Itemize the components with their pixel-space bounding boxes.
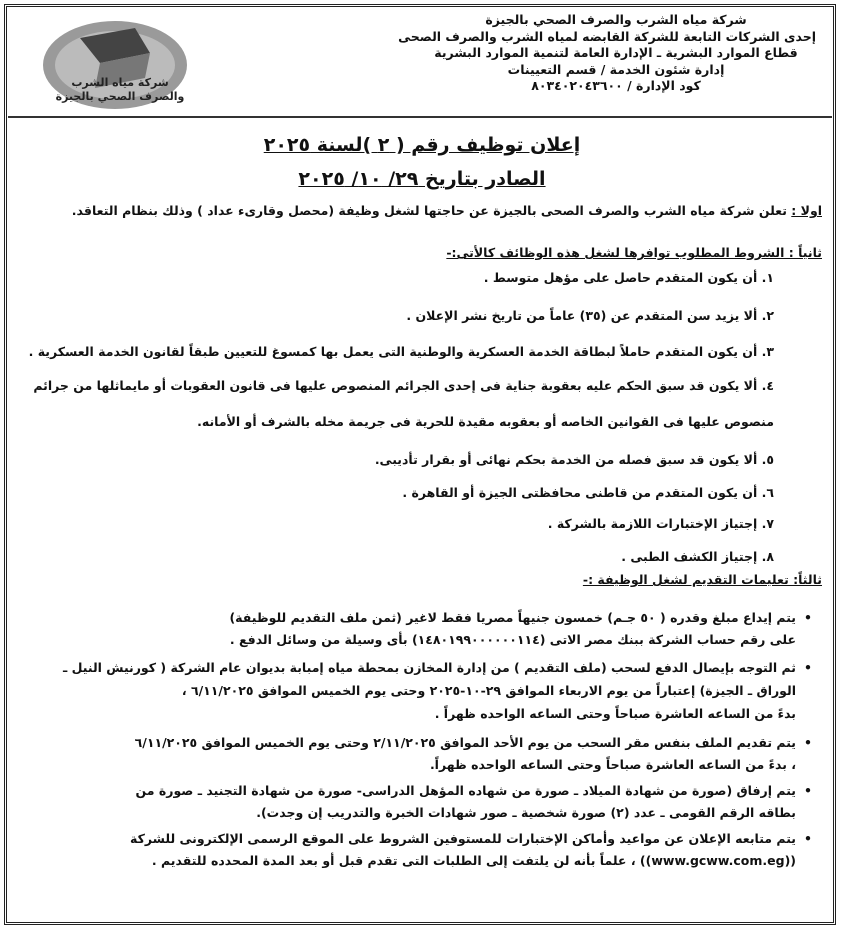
department-code: كود الإدارة / ٨٠٣٤٠٢٠٤٣٦٠٠ (531, 78, 701, 93)
condition-7: ٧. إجتياز الإختبارات اللازمة بالشركة . (547, 516, 774, 531)
instruction-collect-3: بدءً من الساعه العاشرة صباحاً وحتى الساعه الواحده ظهراً . (434, 706, 796, 721)
condition-6: ٦. أن يكون المتقدم من قاطنى محافظتى الجيزة أو القاهرة . (402, 485, 774, 500)
instruction-fee-1: • يتم إيداع مبلغ وقدره ( ٥٠ جـم) خمسون جنيهاً مصريا فقط لاغير (ثمن ملف التقديم للوظيفة) (16, 610, 796, 625)
instruction-follow-1: • يتم متابعه الإعلان عن مواعيد وأماكن الإختبارات للمستوفين الشروط على الموقع الرسمى الإلكترونى للشركة (16, 831, 796, 846)
instruction-fee-2: على رقم حساب الشركة ببنك مصر الاتى (١٤٨٠١٩٩٠٠٠٠٠٠١١٤) بأى وسيلة من وسائل الدفع . (229, 632, 796, 647)
logo-text-1: شركة مياه الشرب (71, 76, 169, 89)
condition-4: ٤. ألا يكون قد سبق الحكم عليه بعقوبة جناية فى إحدى الجرائم المنصوص عليها فى قانون العقوبات أو مايماثلها من جرائم (33, 378, 774, 393)
condition-8: ٨. إجتياز الكشف الطبى . (621, 549, 774, 564)
logo-text-2: والصرف الصحي بالجيزة (55, 90, 185, 103)
condition-1: ١. أن يكون المتقدم حاصل على مؤهل متوسط . (483, 270, 774, 285)
condition-2: ٢. ألا يزيد سن المتقدم عن (٣٥) عاماً من تاريخ نشر الإعلان . (406, 308, 774, 323)
instruction-submit-2: ، بدءً من الساعه العاشرة صباحاً وحتى الساعه الواحده ظهراً. (429, 757, 796, 772)
letterhead (398, 12, 816, 95)
instruction-collect-1: • ثم التوجه بإيصال الدفع لسحب (ملف التقديم ) من إدارة المخازن بمحطة مياه إمبابة بديوان عام الشركة ( كورنيش النيل ـ (16, 660, 796, 675)
instruction-attach-1: • يتم إرفاق (صورة من شهادة الميلاد ـ صورة من شهاده المؤهل الدراسى- صورة من شهادة التجنيد ـ صورة من (16, 783, 796, 798)
first-label: اولا : (791, 203, 822, 218)
condition-3: ٣. أن يكون المتقدم حاملاً لبطاقة الخدمة العسكرية والوطنية التى يعمل بها كمسوغ للتعيين طبقاً لقانون الخدمة العسكرية . (28, 344, 774, 359)
holding-line: إحدى الشركات التابعة للشركة القابضه لمياه الشرب والصرف الصحى (398, 28, 816, 44)
header-divider (8, 116, 832, 118)
sector-line: قطاع الموارد البشرية ـ الإدارة العامة لتنمية الموارد البشرية (434, 45, 798, 60)
instructions-heading: ثالثاً: تعليمات التقديم لشغل الوظيفة :- (582, 572, 822, 587)
instruction-submit-1: • يتم تقديم الملف بنفس مقر السحب من يوم الأحد الموافق ٢/١١/٢٠٢٥ وحتى يوم الخميس الموافق ٦/١١/٢٠٢٥ (16, 735, 796, 750)
announcement-title: إعلان توظيف رقم ( ٢ )لسنة ٢٠٢٥ (263, 134, 581, 156)
condition-5: ٥. ألا يكون قد سبق فصله من الخدمة بحكم نهائى أو بقرار تأديبى. (374, 452, 774, 467)
instruction-attach-2: بطاقه الرقم القومى ـ عدد (٢) صورة شخصية ـ صور شهادات الخبرة والتدريب إن وجدت). (256, 805, 796, 820)
instruction-collect-2: الوراق ـ الجيزة) إعتباراً من يوم الاربعاء الموافق ٢٩-١٠-٢٠٢٥ وحتى يوم الخميس الموافق ٦/١١/٢٠٢٥ ، (181, 683, 796, 698)
first-section (72, 203, 822, 218)
first-text: تعلن شركة مياه الشرب والصرف الصحى بالجيزة عن حاجتها لشغل وظيفة (محصل وقارىء عداد ) وذلك بنظام التعاقد. (71, 203, 792, 218)
department-line: إدارة شئون الخدمة / قسم التعيينات (507, 61, 725, 77)
conditions-heading: ثانياً : الشروط المطلوب توافرها لشغل هذه الوظائف كالأتى:- (446, 245, 822, 260)
company-logo (40, 18, 190, 113)
condition-4-cont: منصوص عليها فى القوانين الخاصه أو بعقوبه مقيدة للحرية فى جريمة مخله بالشرف أو الأمانه. (197, 414, 774, 429)
instruction-follow-2: ((www.gcww.com.eg)) ، علماً بأنه لن يلتفت إلى الطلبات التى تقدم قبل أو بعد المدة المحدده للتقديم . (151, 853, 796, 868)
company-name: شركة مياه الشرب والصرف الصحي بالجيزة (485, 12, 747, 27)
announcement-date: الصادر بتاريخ ٢٩/ ١٠/ ٢٠٢٥ (298, 168, 546, 190)
